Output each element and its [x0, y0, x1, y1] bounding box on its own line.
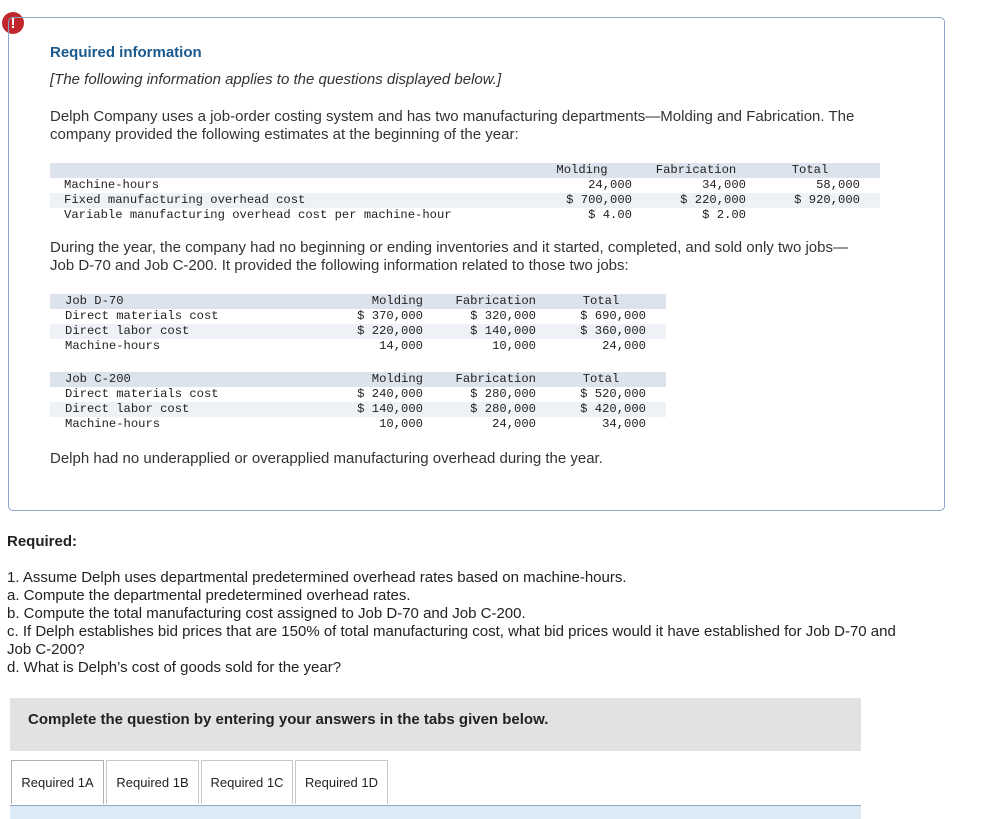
closing-paragraph: Delph had no underapplied or overapplied manufacturing overhead during the year. [50, 450, 603, 467]
table-row [50, 402, 666, 417]
estimates-header-row [50, 163, 880, 178]
molding-value: 24,000 [588, 178, 632, 192]
total-value [746, 208, 880, 223]
row-label: Machine-hours [65, 417, 161, 431]
estimates-header-total: Total [746, 163, 880, 178]
job-d70-header-fabrication: Fabrication [423, 294, 536, 309]
job-c200-title: Job C-200 [50, 372, 326, 387]
total-value: 34,000 [602, 417, 646, 431]
estimates-header-fabrication: Fabrication [632, 163, 746, 178]
molding-value: $ 140,000 [326, 402, 423, 417]
row-label: Direct labor cost [50, 324, 326, 339]
fabrication-value: 24,000 [492, 417, 536, 431]
fabrication-value: $ 140,000 [423, 324, 536, 339]
fabrication-value: $ 220,000 [632, 193, 746, 208]
table-row [50, 387, 666, 402]
job-c200-header-fabrication: Fabrication [423, 372, 536, 387]
fabrication-value: $ 320,000 [470, 309, 536, 323]
table-row [50, 324, 666, 339]
fabrication-value: $ 2.00 [702, 208, 746, 222]
total-value: $ 920,000 [746, 193, 880, 208]
during-line-1: During the year, the company had no beginning or ending inventories and it started, completed, and sold only two jobs— [50, 239, 848, 256]
tab-panel [10, 806, 861, 819]
question-1: 1. Assume Delph uses departmental predetermined overhead rates based on machine-hours. [7, 569, 627, 586]
required-tabs [11, 760, 390, 804]
intro-paragraph [50, 108, 854, 144]
required-information-title: Required information [50, 44, 202, 61]
row-label: Fixed manufacturing overhead cost [50, 193, 518, 208]
estimates-header-blank [50, 163, 518, 178]
alert-symbol: ! [10, 14, 16, 32]
molding-value: $ 220,000 [326, 324, 423, 339]
required-information-box [8, 14, 945, 511]
total-value: $ 690,000 [580, 309, 646, 323]
job-c200-header-row [50, 372, 666, 387]
tab-required-1a[interactable]: Required 1A [11, 760, 104, 804]
total-value: 24,000 [602, 339, 646, 353]
molding-value: $ 4.00 [588, 208, 632, 222]
molding-value: $ 370,000 [357, 309, 423, 323]
row-label: Direct materials cost [65, 309, 219, 323]
fabrication-value: $ 280,000 [423, 402, 536, 417]
during-line-2: Job D-70 and Job C-200. It provided the following information related to those two jobs: [50, 257, 629, 274]
tab-required-1b[interactable]: Required 1B [106, 760, 199, 804]
fabrication-value: 34,000 [702, 178, 746, 192]
fabrication-value: $ 280,000 [470, 387, 536, 401]
table-row [50, 309, 666, 324]
table-row [50, 193, 880, 208]
row-label: Direct labor cost [50, 402, 326, 417]
job-d70-table [50, 294, 666, 354]
during-paragraph [50, 239, 848, 275]
estimates-header-molding: Molding [518, 163, 632, 178]
tab-required-1d[interactable]: Required 1D [295, 760, 388, 804]
row-label: Machine-hours [64, 178, 160, 192]
job-c200-header-total: Total [536, 372, 666, 387]
job-d70-header-total: Total [536, 294, 666, 309]
molding-value: $ 240,000 [357, 387, 423, 401]
molding-value: $ 700,000 [518, 193, 632, 208]
job-d70-header-molding: Molding [326, 294, 423, 309]
row-label: Direct materials cost [65, 387, 219, 401]
table-row [50, 339, 666, 354]
table-row [50, 208, 880, 223]
fabrication-value: 10,000 [492, 339, 536, 353]
molding-value: 14,000 [379, 339, 423, 353]
question-b: b. Compute the total manufacturing cost assigned to Job D-70 and Job C-200. [7, 605, 526, 622]
total-value: $ 360,000 [536, 324, 666, 339]
job-c200-table [50, 372, 666, 432]
info-subtitle: [The following information applies to the questions displayed below.] [50, 71, 502, 88]
question-d: d. What is Delph’s cost of goods sold for the year? [7, 659, 342, 676]
job-d70-header-row [50, 294, 666, 309]
question-c [7, 623, 957, 659]
question-a: a. Compute the departmental predetermined overhead rates. [7, 587, 411, 604]
job-c200-header-molding: Molding [326, 372, 423, 387]
question-c-line-2: Job C-200? [7, 641, 85, 658]
required-heading: Required: [7, 533, 78, 550]
table-row [50, 178, 880, 193]
intro-line-2: company provided the following estimates at the beginning of the year: [50, 126, 519, 143]
instruction-bar [10, 698, 861, 751]
total-value: $ 420,000 [536, 402, 666, 417]
row-label: Variable manufacturing overhead cost per machine-hour [64, 208, 452, 222]
estimates-table [50, 163, 880, 223]
intro-line-1: Delph Company uses a job-order costing system and has two manufacturing departments—Molding and Fabrication. The [50, 108, 855, 125]
tab-required-1c[interactable]: Required 1C [201, 760, 293, 804]
row-label: Machine-hours [65, 339, 161, 353]
total-value: 58,000 [816, 178, 860, 192]
table-row [50, 417, 666, 432]
total-value: $ 520,000 [580, 387, 646, 401]
molding-value: 10,000 [379, 417, 423, 431]
question-c-line-1: c. If Delph establishes bid prices that are 150% of total manufacturing cost, what bid prices would it have established for Job D-70 and [7, 623, 896, 640]
job-d70-title: Job D-70 [50, 294, 326, 309]
instruction-text: Complete the question by entering your answers in the tabs given below. [28, 711, 549, 728]
